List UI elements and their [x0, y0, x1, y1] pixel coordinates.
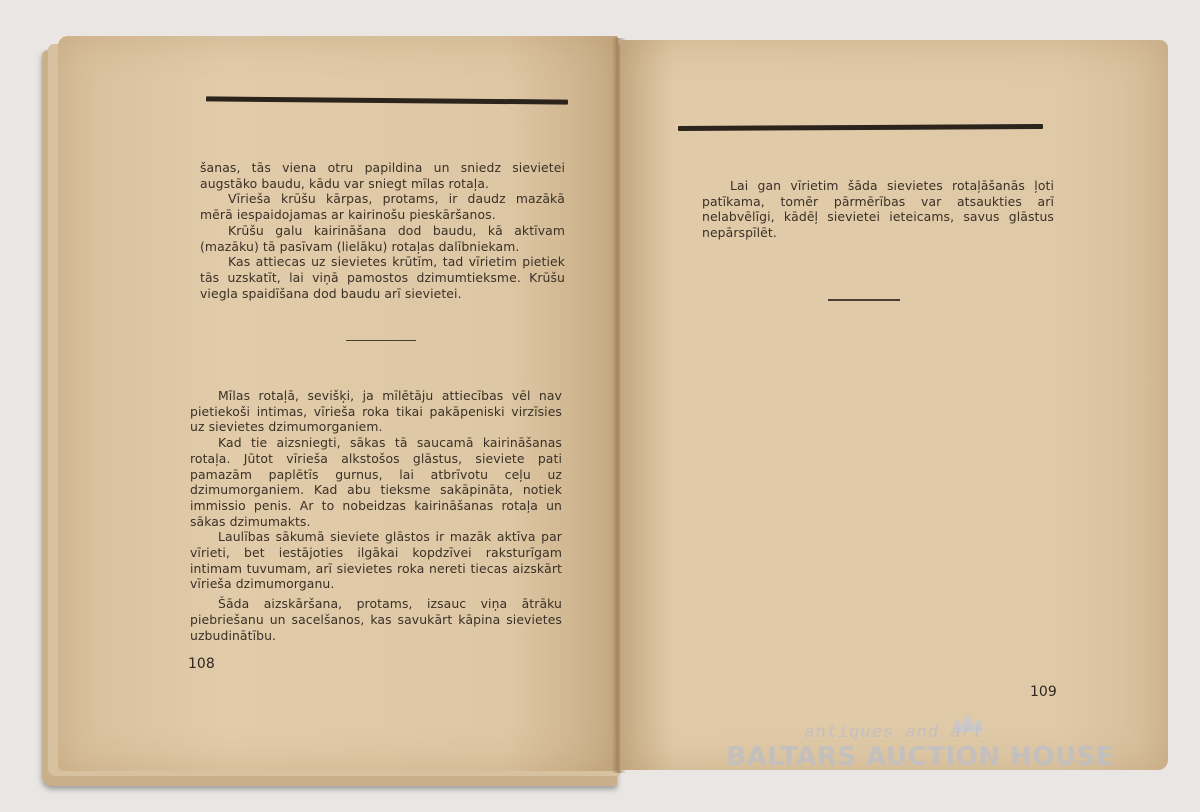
- section-divider: [828, 299, 900, 301]
- page-number: 109: [1030, 684, 1057, 700]
- paragraph: Krūšu galu kairināšana dod baudu, kā aktīvam (mazāku) tā pasīvam (lielāku) rotaļas dalībniekam.: [200, 222, 565, 254]
- paragraph: Vīrieša krūšu kārpas, protams, ir daudz mazākā mērā iespaidojamas ar kairinošu pieskāršanos.: [200, 191, 565, 223]
- left-page: [58, 36, 618, 771]
- open-book: [38, 28, 1173, 788]
- top-rule: [206, 96, 568, 104]
- paragraph: Kad tie aizsniegti, sākas tā saucamā kairināšanas rotaļa. Jūtot vīrieša alkstošos glāstus, sieviete pati pamazām paplētīs gurnus, lai atbrīvotu ceļu uz dzimumorganiem. Kad abu tieksme sakāpināta, notiek immissio penis. Ar to nobeidzas kairināšanas rotaļa un sākas dzimumakts.: [190, 435, 562, 529]
- watermark-tagline: antiques and art: [804, 722, 984, 742]
- right-page: [620, 40, 1168, 770]
- paragraph: Laulības sākumā sieviete glāstos ir mazāk aktīva par vīrieti, bet iestājoties ilgākai kopdzīvei raksturīgam intimam tuvumam, arī sievietes roka nereti tiecas aizskārt vīrieša dzimumorganu.: [190, 529, 562, 592]
- left-text-block-1: [200, 160, 565, 301]
- paragraph: šanas, tās viena otru papildina un sniedz sievietei augstāko baudu, kādu var sniegt mīlas rotaļa.: [200, 160, 565, 191]
- top-rule: [678, 124, 1043, 131]
- section-divider: [346, 340, 416, 341]
- paragraph: Lai gan vīrietim šāda sievietes rotaļāšanās ļoti patīkama, tomēr pārmērības var atsaukties arī nelabvēlīgi, kādēļ sievietei ieteicams, savus glāstus nepārspīlēt.: [702, 178, 1054, 241]
- auction-watermark: [714, 722, 1114, 772]
- paragraph: Mīlas rotaļā, sevišķi, ja mīlētāju attiecības vēl nav pietiekoši intimas, vīrieša roka tikai pakāpeniski virzīsies uz sievietes dzimumorganiem.: [190, 388, 562, 435]
- right-text-block-1: [702, 178, 1054, 241]
- paragraph: Kas attiecas uz sievietes krūtīm, tad vīrietim pietiek tās uzskatīt, lai viņā pamostos dzimumtieksme. Krūšu viegla spaidīšana dod baudu arī sievietei.: [200, 254, 565, 301]
- watermark-name: BALTARS AUCTION HOUSE: [726, 742, 1114, 772]
- paragraph: Šāda aizskāršana, protams, izsauc viņa ātrāku piebriešanu un sacelšanos, kas savukārt kāpina sievietes uzbudinātību.: [190, 596, 562, 643]
- left-text-block-2: [190, 388, 562, 643]
- page-number: 108: [188, 656, 215, 672]
